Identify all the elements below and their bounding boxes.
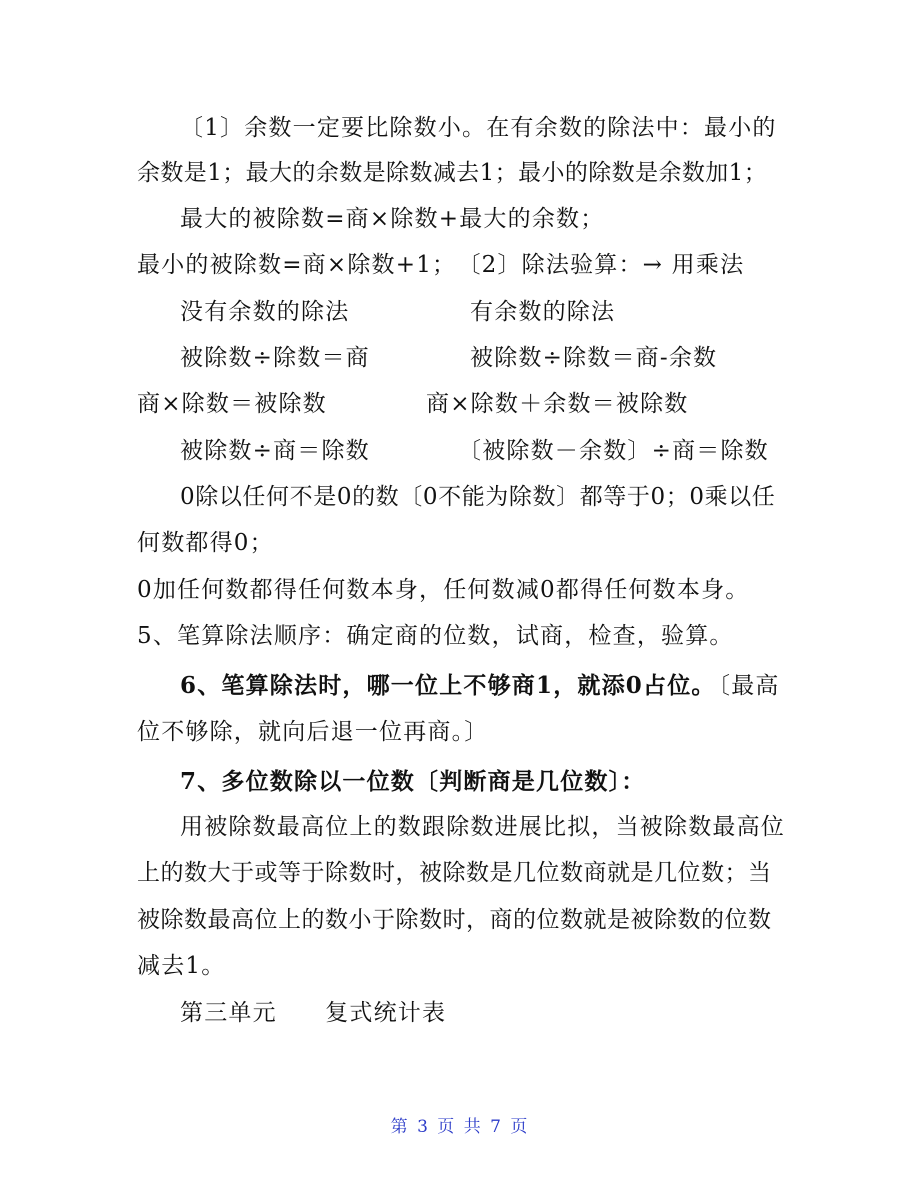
table-header-with-remainder: 有余数的除法 <box>470 299 616 325</box>
text-line-para-1: 用被除数最高位上的数跟除数进展比拟，当被除数最高位 <box>180 814 785 840</box>
heading-section-6: 6、笔算除法时，哪一位上不够商1，就添0占位。 <box>180 672 716 699</box>
text-line-zero-1: 0除以任何不是0的数〔0不能为除数〕都等于0；0乘以任 <box>180 484 776 510</box>
formula-with-remainder-3: 〔被除数－余数〕÷商＝除数 <box>458 438 769 464</box>
text-line-section-6-cont: 位不够除，就向后退一位再商。〕 <box>137 719 489 745</box>
formula-no-remainder-3: 被除数÷商＝除数 <box>180 438 370 464</box>
table-header-no-remainder: 没有余数的除法 <box>180 299 350 325</box>
text-line-zero-3: 0加任何数都得任何数本身，任何数减0都得任何数本身。 <box>137 577 750 603</box>
text-line-zero-2: 何数都得0； <box>137 530 274 556</box>
text-line-2: 余数是1；最大的余数是除数减去1；最小的除数是余数加1； <box>137 160 768 186</box>
formula-no-remainder-2: 商×除数＝被除数 <box>137 391 327 417</box>
text-line-1: 〔1〕余数一定要比除数小。在有余数的除法中：最小的 <box>180 115 777 141</box>
formula-with-remainder-2: 商×除数＋余数＝被除数 <box>426 391 689 417</box>
text-line-section-6-tail: 〔最高 <box>707 673 780 699</box>
text-line-para-3: 被除数最高位上的数小于除数时，商的位数就是被除数的位数 <box>137 907 772 933</box>
page-footer: 第 3 页 共 7 页 <box>390 1117 530 1137</box>
text-line-section-5: 5、笔算除法顺序：确定商的位数，试商，检查，验算。 <box>137 623 734 649</box>
text-line-4: 最小的被除数=商×除数+1； 〔2〕除法验算：→ 用乘法 <box>137 252 745 278</box>
text-line-3: 最大的被除数=商×除数+最大的余数； <box>180 206 605 232</box>
formula-no-remainder-1: 被除数÷除数＝商 <box>180 345 370 371</box>
heading-section-7: 7、多位数除以一位数〔判断商是几位数〕： <box>180 768 646 795</box>
unit-heading: 第三单元 复式统计表 <box>180 1000 447 1026</box>
formula-with-remainder-1: 被除数÷除数＝商-余数 <box>470 345 718 371</box>
text-line-para-4: 减去1。 <box>137 953 226 979</box>
text-line-para-2: 上的数大于或等于除数时，被除数是几位数商就是几位数；当 <box>137 860 772 886</box>
